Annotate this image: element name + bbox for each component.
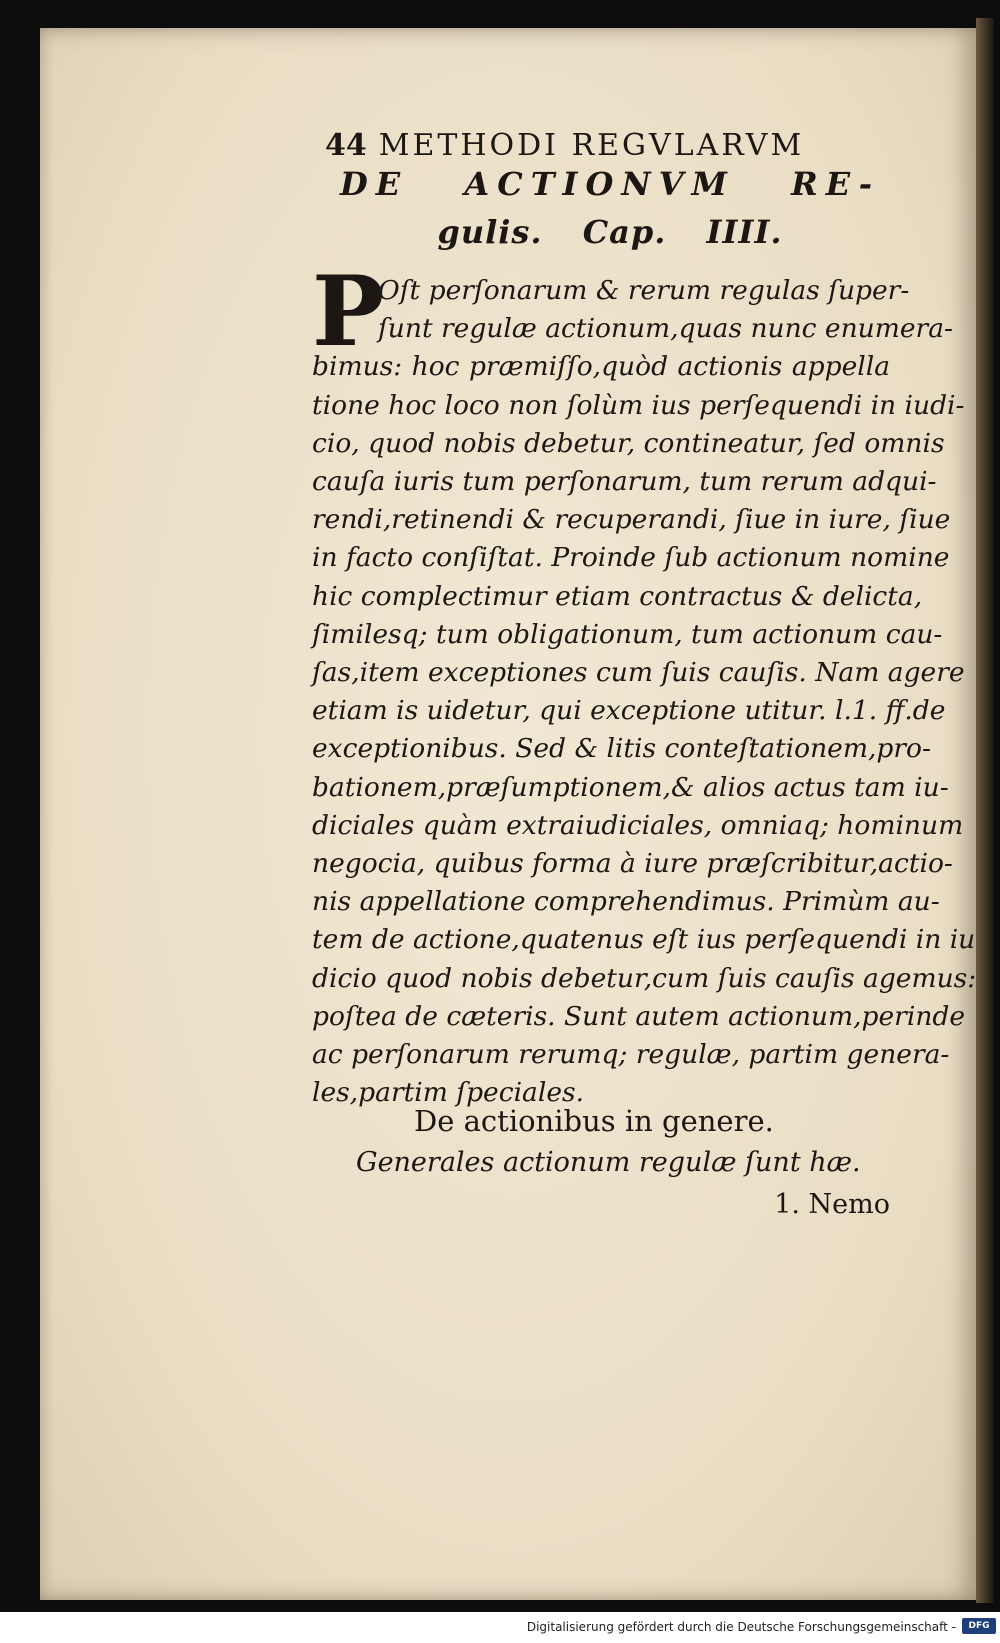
text-line: cauſa iuris tum perſonarum, tum rerum adqui- [312,466,937,498]
chapter-title-line-1 [340,160,880,208]
text-line: ſimilesq; tum obligationum, tum actionum cau- [312,618,943,650]
chapter-title-word: ACTIONVM [464,165,735,203]
catchword: 1. Nemo [774,1189,890,1220]
text-line: diciales quàm extraiudiciales, omniaq; hominum [312,809,964,841]
text-line: ſas,item exceptiones cum ſuis cauſis. Nam agere [312,657,965,689]
text-line: tem de actione,quatenus eſt ius perſequendi in iu [312,924,976,956]
digitization-footer [0,1612,1000,1643]
text-line: cio, quod nobis debetur, contineatur, ſed omnis [312,427,945,459]
text-line: bimus: hoc præmiſſo,quòd actionis appella [312,351,890,383]
text-line: etiam is uidetur, qui exceptione utitur. l.1. ff.de [312,695,946,727]
section-intro-line: Generales actionum regulæ ſunt hæ. [356,1147,861,1178]
text-line: in facto conſiſtat. Proinde ſub actionum nomine [312,542,950,574]
text-line: bationem,præſumptionem,& alios actus tam iu- [312,771,949,803]
text-line: exceptionibus. Sed & litis conteſtationem,pro- [312,733,931,765]
running-head [325,128,885,163]
text-line: tione hoc loco non ſolùm ius perſequendi in iudi- [312,389,965,421]
text-line: negocia, quibus forma à iure præſcribitur,actio- [312,848,953,880]
book-cover-edge [976,18,994,1603]
section-heading: De actionibus in genere. [414,1104,774,1138]
chapter-title-line-2: gulis. Cap. IIII. [437,213,783,251]
text-line: ac perſonarum rerumq; regulæ, partim genera- [312,1039,950,1071]
running-title: METHODI REGVLARVM [378,128,805,163]
text-line: rendi,retinendi & recuperandi, ſiue in iure, ſiue [312,504,951,536]
text-line: Oſt perſonarum & rerum regulas ſuper- [378,275,910,306]
text-line: ſunt regulæ actionum,quas nunc enumera- [378,313,953,345]
text-line: les,partim ſpeciales. [312,1077,585,1109]
dfg-logo: DFG [962,1618,996,1634]
chapter-title-word: RE- [791,165,880,203]
text-line: dicio quod nobis debetur,cum ſuis cauſis agemus: [312,962,977,994]
text-line: hic complectimur etiam contractus & delicta, [312,580,923,612]
text-line: nis appellatione comprehendimus. Primùm au- [312,886,940,918]
chapter-title [340,160,880,256]
chapter-title-word: DE [340,165,409,203]
text-line: poſtea de cæteris. Sunt autem actionum,perinde [312,1000,966,1032]
drop-cap-initial: P [312,255,385,368]
body-text [312,255,977,1112]
page-number: 44 [325,128,367,163]
funding-credit: Digitalisierung gefördert durch die Deutsche Forschungsgemeinschaft - [526,1620,956,1634]
